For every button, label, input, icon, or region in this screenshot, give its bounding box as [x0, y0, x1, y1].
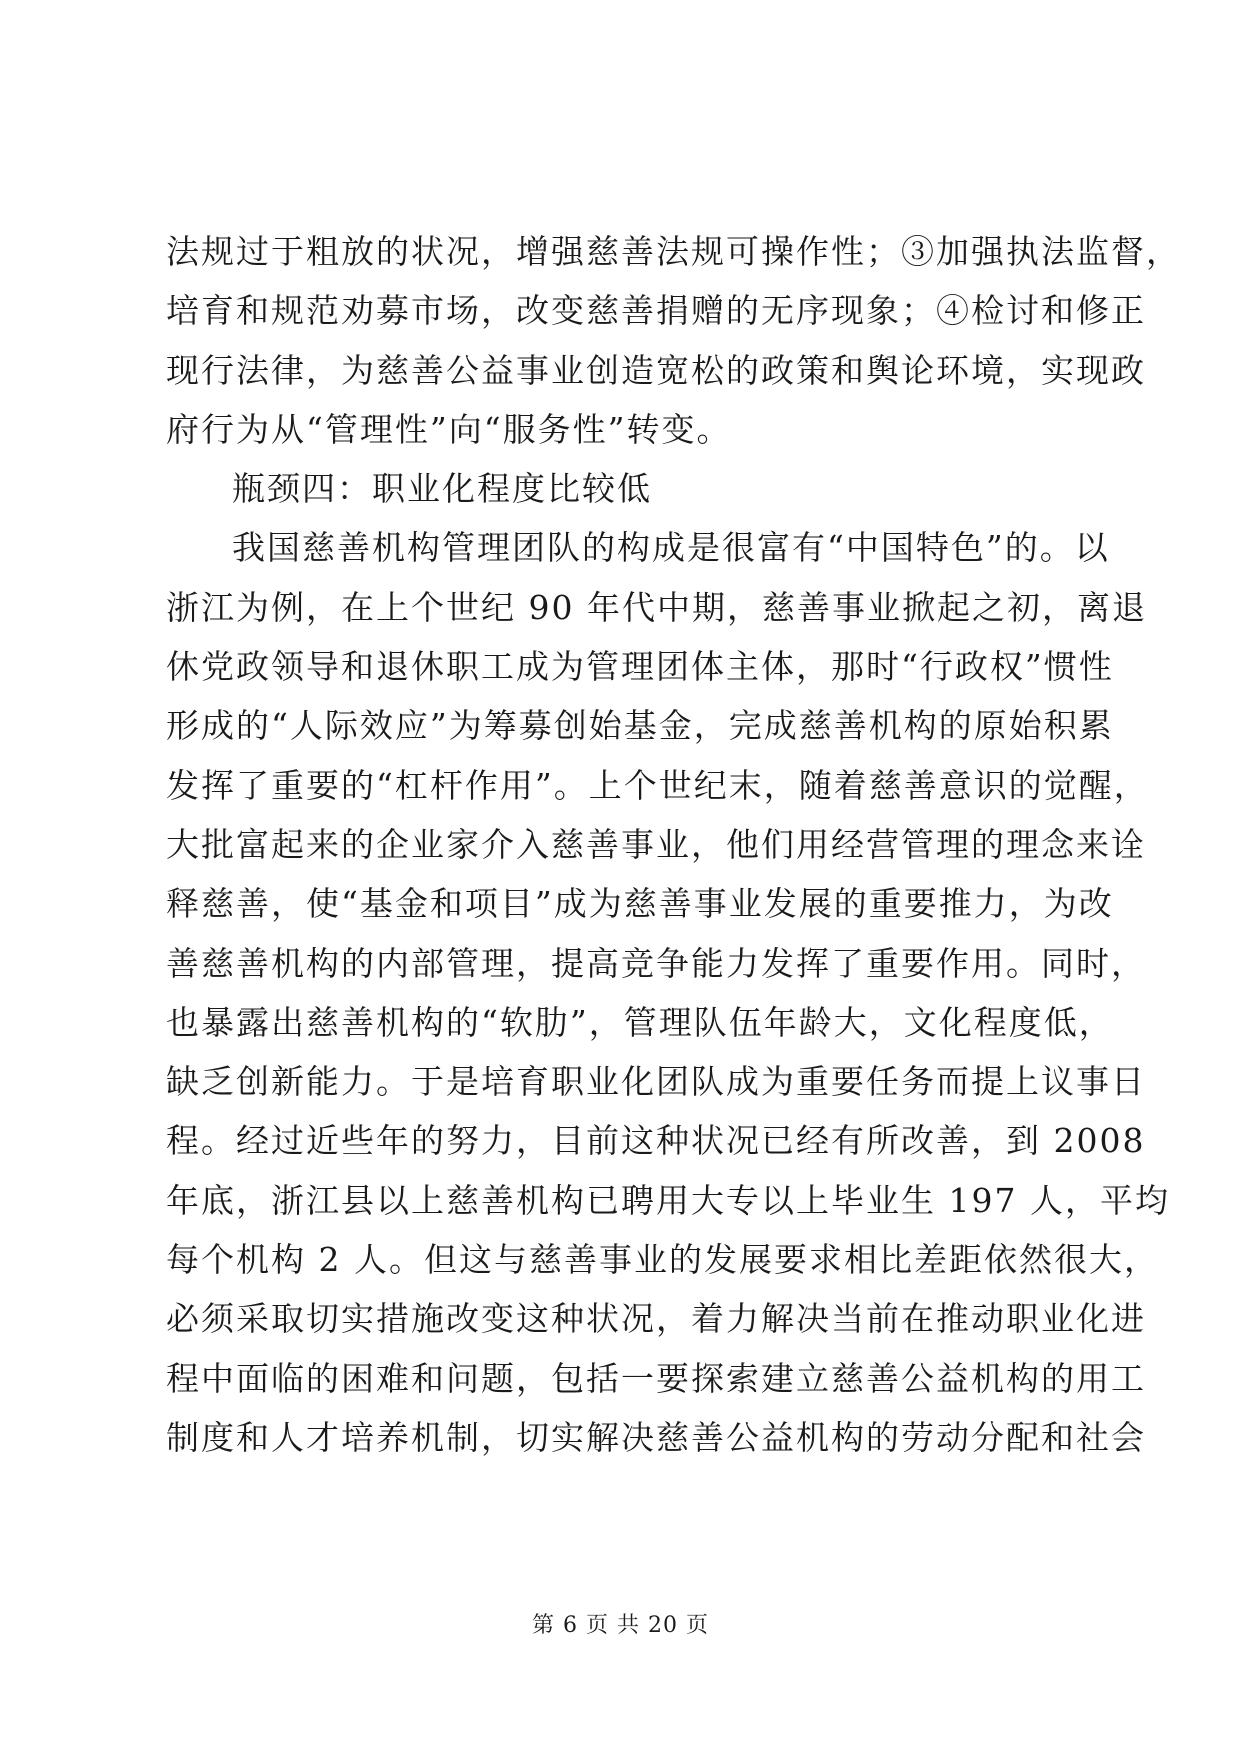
- body-text: [166, 222, 1181, 1467]
- text-line: 善慈善机构的内部管理，提高竞争能力发挥了重要作用。同时，: [166, 943, 1146, 983]
- text-line: 年底，浙江县以上慈善机构已聘用大专以上毕业生 197 人，平均: [166, 1180, 1170, 1220]
- text-line: 浙江为例，在上个世纪 90 年代中期，慈善事业掀起之初，离退: [166, 587, 1147, 627]
- text-line: 发挥了重要的“杠杆作用”。上个世纪末，随着慈善意识的觉醒，: [166, 765, 1149, 805]
- page-number-footer: 第 6 页 共 20 页: [532, 1613, 709, 1638]
- text-line: 法规过于粗放的状况，增强慈善法规可操作性；③加强执法监督，: [166, 232, 1181, 271]
- text-line: 缺乏创新能力。于是培育职业化团队成为重要任务而提上议事日: [166, 1062, 1146, 1102]
- text-line: 程。经过近些年的努力，目前这种状况已经有所改善，到 2008: [166, 1121, 1146, 1161]
- text-line: 形成的“人际效应”为筹募创始基金，完成慈善机构的原始积累: [166, 706, 1114, 746]
- text-line: 释慈善，使“基金和项目”成为慈善事业发展的重要推力，为改: [166, 884, 1114, 924]
- section-heading: 瓶颈四：职业化程度比较低: [232, 469, 652, 509]
- text-line: 府行为从“管理性”向“服务性”转变。: [166, 409, 732, 449]
- text-line: 培育和规范劝募市场，改变慈善捐赠的无序现象；④检讨和修正: [166, 291, 1146, 331]
- text-line: 大批富起来的企业家介入慈善事业，他们用经营管理的理念来诠: [166, 824, 1146, 864]
- text-line: 也暴露出慈善机构的“软肋”，管理队伍年龄大，文化程度低，: [166, 1002, 1114, 1042]
- text-line: 程中面临的困难和问题，包括一要探索建立慈善公益机构的用工: [166, 1358, 1146, 1398]
- text-line: 每个机构 2 人。但这与慈善事业的发展要求相比差距依然很大，: [166, 1240, 1159, 1280]
- text-line: 必须采取切实措施改变这种状况，着力解决当前在推动职业化进: [166, 1299, 1146, 1339]
- text-line: 休党政领导和退休职工成为管理团体主体，那时“行政权”惯性: [166, 647, 1114, 687]
- text-line: 现行法律，为慈善公益事业创造宽松的政策和舆论环境，实现政: [166, 350, 1146, 390]
- text-line: 我国慈善机构管理团队的构成是很富有“中国特色”的。以: [232, 528, 1110, 568]
- text-line: 制度和人才培养机制，切实解决慈善公益机构的劳动分配和社会: [166, 1417, 1146, 1457]
